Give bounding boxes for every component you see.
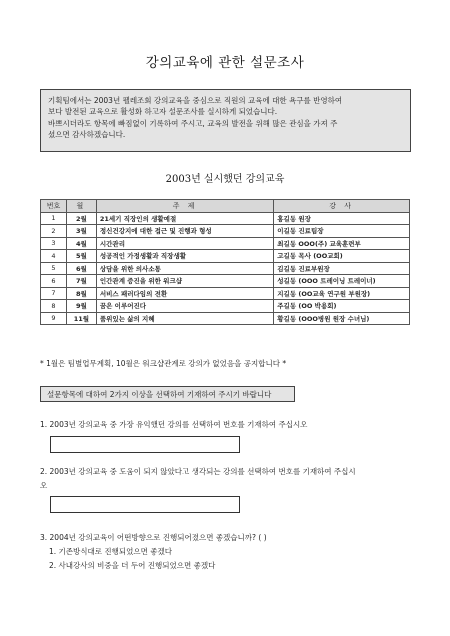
cell-no: 4 [41, 250, 67, 263]
cell-no: 7 [41, 287, 67, 300]
table-row [41, 312, 410, 325]
cell-lecturer: 김길동 진료부원장 [274, 262, 410, 275]
cell-no: 8 [41, 300, 67, 313]
table-row [41, 250, 410, 263]
header-topic: 주 제 [96, 200, 273, 213]
cell-topic: 인간관계 증진을 위한 워크샵 [96, 275, 273, 288]
cell-topic: 정신건강지에 대한 접근 및 진행과 형성 [96, 225, 273, 238]
cell-no: 2 [41, 225, 67, 238]
intro-text-line: 보다 발전된 교육으로 활성화 하고자 설문조사를 실시하게 되었습니다. [48, 107, 278, 117]
question-3: 3. 2004년 강의교육이 어떤방향으로 진행되어졌으면 좋겠습니까? ( ) [40, 533, 267, 542]
schedule-footnote: * 1월은 팀별업무계획, 10월은 워크샵관계로 강의가 없었음을 공지합니다 * [40, 359, 287, 368]
question-2-line: 2. 2003년 강의교육 중 도움이 되지 않았다고 생각되는 강의를 선택하여 번호를 기재하여 주십시 [40, 467, 356, 476]
question-1-answer-box[interactable] [50, 436, 240, 453]
header-month: 월 [66, 200, 96, 213]
cell-month: 11월 [66, 312, 96, 325]
cell-month: 5월 [66, 250, 96, 263]
question-3-option-1: 1. 기존방식대로 진행되었으면 좋겠다 [49, 547, 172, 556]
header-lecturer: 강 사 [274, 200, 410, 213]
cell-month: 3월 [66, 225, 96, 238]
table-row [41, 275, 410, 288]
schedule-title: 2003년 실시했던 강의교육 [165, 174, 285, 185]
cell-lecturer: 홍길동 원장 [274, 212, 410, 225]
cell-no: 1 [41, 212, 67, 225]
instruction-box: 설문항목에 대하여 2가지 이상을 선택하여 기재하여 주시기 바랍니다 [40, 386, 295, 402]
cell-no: 5 [41, 262, 67, 275]
cell-topic: 21세기 직장인의 생활예절 [96, 212, 273, 225]
page-title: 강의교육에 관한 설문조사 [145, 55, 305, 71]
cell-month: 7월 [66, 275, 96, 288]
cell-topic: 서비스 패러다임의 전환 [96, 287, 273, 300]
cell-topic: 성공적인 가정생활과 직장생활 [96, 250, 273, 263]
cell-lecturer: 지길동 (OO교육 연구원 부원장) [274, 287, 410, 300]
table-header-row [41, 200, 410, 213]
table-row [41, 300, 410, 313]
cell-month: 6월 [66, 262, 96, 275]
intro-text-line: 셨으면 감사하겠습니다. [48, 129, 126, 139]
cell-month: 2월 [66, 212, 96, 225]
question-2-answer-box[interactable] [50, 496, 240, 513]
cell-lecturer: 이길동 진료팀장 [274, 225, 410, 238]
cell-lecturer: 고길동 목사 (OO교회) [274, 250, 410, 263]
cell-topic: 품위있는 삶의 지혜 [96, 312, 273, 325]
cell-month: 8월 [66, 287, 96, 300]
header-no: 번호 [41, 200, 67, 213]
cell-no: 9 [41, 312, 67, 325]
table-row [41, 262, 410, 275]
question-1: 1. 2003년 강의교육 중 가장 유익했던 강의를 선택하여 번호를 기재하여 주십시오 [40, 420, 308, 429]
cell-month: 9월 [66, 300, 96, 313]
cell-topic: 상담을 위한 의사소통 [96, 262, 273, 275]
cell-no: 6 [41, 275, 67, 288]
question-2 [40, 465, 415, 492]
cell-topic: 시간관리 [96, 237, 273, 250]
table-row [41, 212, 410, 225]
table-row [41, 237, 410, 250]
cell-lecturer: 주길동 (OO 박용회) [274, 300, 410, 313]
cell-month: 4월 [66, 237, 96, 250]
cell-lecturer: 성길동 (OOO 트레이닝 트레이너) [274, 275, 410, 288]
cell-topic: 꿈은 이루어진다 [96, 300, 273, 313]
intro-text-line: 기획팀에서는 2003년 펠레조회 강의교육을 중심으로 직원의 교육에 대한 욕구를 반영하여 [48, 96, 343, 105]
table-row [41, 225, 410, 238]
intro-box [40, 89, 411, 152]
cell-no: 3 [41, 237, 67, 250]
cell-lecturer: 황길동 (OOO병원 원장 수녀님) [274, 312, 410, 325]
cell-lecturer: 최길동 OOO(주) 교육훈련부 [274, 237, 410, 250]
question-3-option-2: 2. 사내강사의 비중을 더 두어 진행되었으면 좋겠다 [49, 561, 216, 570]
table-row [41, 287, 410, 300]
question-2-line: 오 [40, 480, 48, 490]
intro-text-line: 바쁘시더라도 항목에 빠짐없이 기록하여 주시고, 교육의 발전을 위해 많은 관심을 가져 주 [48, 118, 338, 128]
lecture-schedule-table [40, 199, 410, 325]
